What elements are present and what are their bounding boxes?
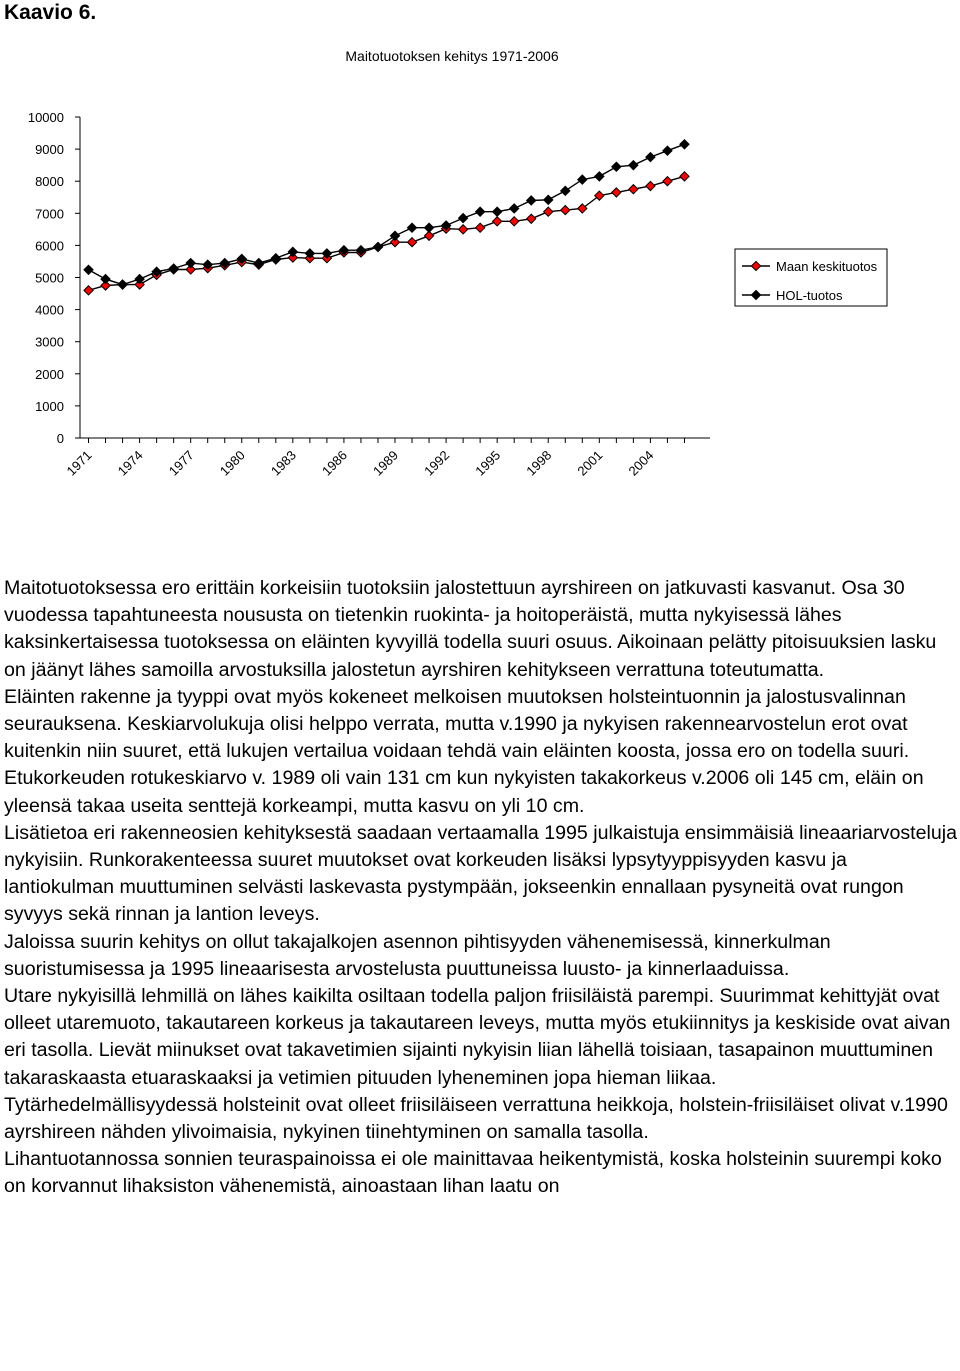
data-point xyxy=(493,217,502,226)
data-point xyxy=(288,247,297,256)
data-point xyxy=(612,162,621,171)
chart-svg xyxy=(0,36,960,556)
x-tick-label: 1998 xyxy=(523,447,555,479)
page-heading: Kaavio 6. xyxy=(4,1,97,24)
data-point xyxy=(629,161,638,170)
y-tick-label: 8000 xyxy=(35,174,64,190)
data-point xyxy=(459,225,468,234)
chart-series xyxy=(84,140,689,295)
data-point xyxy=(510,204,519,213)
data-point xyxy=(476,223,485,232)
x-tick-label: 1995 xyxy=(472,447,504,479)
y-tick-label: 1000 xyxy=(35,398,64,414)
data-point xyxy=(646,181,655,190)
series-line-0 xyxy=(89,176,685,290)
data-point xyxy=(476,207,485,216)
data-point xyxy=(527,214,536,223)
data-point xyxy=(169,264,178,273)
x-tick-label: 1971 xyxy=(63,447,95,479)
paragraph-fertility: Tytärhedelmällisyydessä holsteinit ovat olleet friisiläiseen verrattuna heikkoja, holstein-friisiläiset olivat v.1990 ayrshireen nähden ylivoimaisia, nykyinen tiinehtyminen on samalla tasolla. xyxy=(4,1093,948,1144)
y-tick-label: 10000 xyxy=(27,110,64,125)
x-tick-label: 1974 xyxy=(114,447,146,479)
series-line-1 xyxy=(89,144,685,284)
legend-label: Maan keskituotos xyxy=(776,259,878,274)
data-point xyxy=(595,172,604,181)
y-tick-label: 5000 xyxy=(35,270,64,286)
x-tick-label: 1989 xyxy=(370,447,402,479)
data-point xyxy=(407,223,416,232)
data-point xyxy=(407,238,416,247)
paragraph-body-structure: Eläinten rakenne ja tyyppi ovat myös kokeneet melkoisen muutoksen holsteintuonnin ja jalostusvalinnan seurauksena. Keskiarvolukuja olisi helppo verrata, mutta v.1990 ja nykyisen rakennearvostelun erot ovat kuitenkin niin suuret, että lukujen vertailua voidaan tehdä vain eläinten koosta, jossa ero on todella suuri. Etukorkeuden rotukeskiarvo v. 1989 oli vain 131 cm kun nykyisten takakorkeus v.2006 oli 145 cm, eläin on yleensä takaa useita senttejä korkeampi, mutta kasvu on yli 10 cm. xyxy=(4,685,924,817)
data-point xyxy=(680,172,689,181)
data-point xyxy=(561,186,570,195)
chart-title: Maitotuotoksen kehitys 1971-2006 xyxy=(345,48,559,64)
paragraph-udder: Utare nykyisillä lehmillä on lähes kaikilta osiltaan todella paljon friisiläistä parempi. Suurimmat kehittyjät ovat olleet utaremuoto, takautareen korkeus ja takautareen leveys, mutta myös etukiinnitys ja keskiside ovat aivan eri tasolla. Lievät miinukset ovat takavetimien sijainti nykyisin liian lähellä toisiaan, tasapainon muuttuminen takaraskaasta etuaraskaaksi ja vetimien pituuden lyheneminen jopa hieman liikaa. xyxy=(4,985,951,1089)
chart-legend xyxy=(735,249,887,306)
data-point xyxy=(101,275,110,284)
data-point xyxy=(629,185,638,194)
data-point xyxy=(612,188,621,197)
data-point xyxy=(390,231,399,240)
y-tick-label: 3000 xyxy=(35,334,64,350)
data-point xyxy=(578,175,587,184)
x-tick-label: 1983 xyxy=(267,447,299,479)
x-tick-label: 2001 xyxy=(574,447,606,479)
paragraph-meat: Lihantuotannossa sonnien teuraspainoissa ei ole mainittavaa heikentymistä, koska holsteinin suurempi koko on korvannut lihaksiston vähenemistä, ainoastaan lihan laatu on xyxy=(4,1148,942,1198)
x-tick-label: 1980 xyxy=(216,447,248,479)
y-tick-label: 7000 xyxy=(35,206,64,222)
y-axis-ticks xyxy=(28,110,80,446)
data-point xyxy=(544,195,553,204)
data-point xyxy=(510,217,519,226)
milk-yield-chart xyxy=(0,36,960,556)
data-point xyxy=(646,153,655,162)
body-text xyxy=(4,575,960,1201)
y-tick-label: 6000 xyxy=(35,238,64,254)
data-point xyxy=(527,196,536,205)
x-tick-label: 2004 xyxy=(625,447,657,479)
data-point xyxy=(84,265,93,274)
x-tick-label: 1977 xyxy=(165,447,197,479)
x-axis-ticks xyxy=(64,438,685,479)
paragraph-frame: Lisätietoa eri rakenneosien kehityksestä saadaan vertaamalla 1995 julkaistuja ensimmäisiä lineaariarvosteluja nykyisiin. Runkorakenteessa suuret muutokset ovat korkeuden lisäksi lypsytyyppisyyden kasvu ja lantiokulman muuttuminen selvästi laskevasta pystympään, jokseenkin ennallaan pysyneitä ovat rungon syvyys sekä rinnan ja lantion leveys. xyxy=(4,821,958,926)
data-point xyxy=(373,242,382,251)
legend-label: HOL-tuotos xyxy=(776,288,843,303)
data-point xyxy=(459,214,468,223)
paragraph-milk-yield: Maitotuotoksessa ero erittäin korkeisiin tuotoksiin jalostettuun ayrshireen on jatkuvasti kasvanut. Osa 30 vuodessa tapahtuneesta noususta on tietenkin ruokinta- ja hoitoperäistä, mutta nykyisessä lähes kaksinkertaisessa tuotoksessa on eläinten kyvyillä todella suuri osuus. Aikoinaan pelätty pitoisuuksien lasku on jäänyt lähes samoilla arvostuksilla jalostetun ayrshiren kehitykseen verrattuna toteutumatta. xyxy=(4,577,937,681)
data-point xyxy=(663,177,672,186)
data-point xyxy=(424,223,433,232)
data-point xyxy=(493,207,502,216)
data-point xyxy=(680,140,689,149)
y-tick-label: 4000 xyxy=(35,302,64,318)
x-tick-label: 1992 xyxy=(421,447,453,479)
data-point xyxy=(84,286,93,295)
data-point xyxy=(561,205,570,214)
y-tick-label: 9000 xyxy=(35,142,64,158)
y-tick-label: 2000 xyxy=(35,366,64,382)
data-point xyxy=(544,207,553,216)
x-tick-label: 1986 xyxy=(318,447,351,479)
data-point xyxy=(186,258,195,267)
data-point xyxy=(663,146,672,155)
y-tick-label: 0 xyxy=(56,431,64,446)
data-point xyxy=(118,280,127,289)
paragraph-legs: Jaloissa suurin kehitys on ollut takajalkojen asennon pihtisyyden vähenemisessä, kinnerkulman suoristumisessa ja 1995 lineaarisesta arvostelusta puuttuneissa luusto- ja kinnerlaaduissa. xyxy=(4,930,831,980)
